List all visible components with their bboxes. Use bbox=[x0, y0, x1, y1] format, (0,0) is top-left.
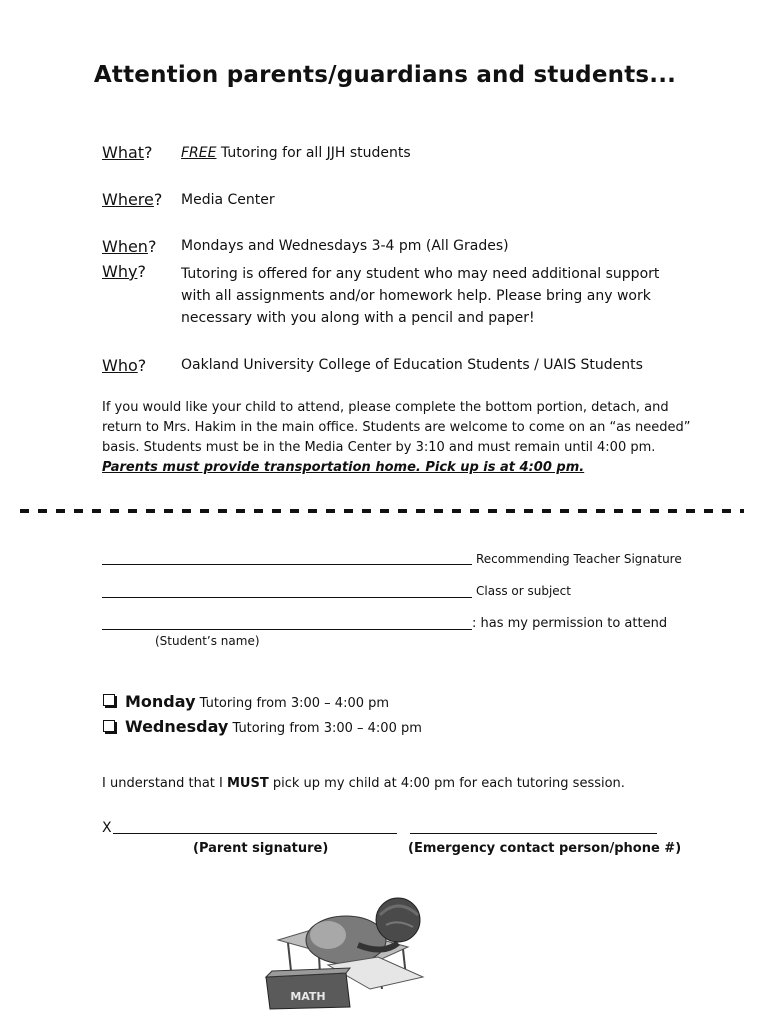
page-title: Attention parents/guardians and students... bbox=[93, 62, 677, 88]
emergency-contact-caption: (Emergency contact person/phone #) bbox=[408, 841, 682, 856]
why-value bbox=[181, 263, 659, 329]
pickup-acknowledgement: I understand that I MUST pick up my child at 4:00 pm for each tutoring session. bbox=[102, 776, 625, 791]
why-line: necessary with you along with a pencil and paper! bbox=[181, 310, 535, 326]
student-name-caption: (Student’s name) bbox=[155, 634, 260, 648]
who-label: Who? bbox=[102, 356, 147, 375]
x-mark: X bbox=[102, 820, 112, 836]
must-emphasis: MUST bbox=[227, 776, 269, 791]
where-value: Media Center bbox=[181, 192, 275, 208]
class-subject-line[interactable] bbox=[102, 597, 472, 598]
who-value: Oakland University College of Education Students / UAIS Students bbox=[181, 357, 643, 373]
instructions-paragraph: If you would like your child to attend, please complete the bottom portion, detach, and return to Mrs. Hakim in the main office. Students are welcome to come on an “as needed” basis. Students must be in the Media Center by 3:10 and must remain until 4:00 pm. Parents must provide transportation home. Pick up is at 4:00 pm. bbox=[102, 400, 691, 475]
teacher-signature-line[interactable] bbox=[102, 564, 472, 565]
emergency-contact-line[interactable] bbox=[410, 833, 657, 834]
math-book-label: MATH bbox=[290, 990, 326, 1003]
teacher-signature-label: Recommending Teacher Signature bbox=[476, 552, 682, 566]
student-name-line[interactable] bbox=[102, 629, 472, 630]
why-label: Why? bbox=[102, 262, 146, 281]
class-subject-label: Class or subject bbox=[476, 584, 571, 598]
student-with-math-book-clipart bbox=[258, 885, 458, 1010]
when-value: Mondays and Wednesdays 3-4 pm (All Grades) bbox=[181, 238, 509, 254]
monday-option: Monday Tutoring from 3:00 – 4:00 pm bbox=[125, 692, 390, 711]
why-line: Tutoring is offered for any student who may need additional support bbox=[181, 266, 660, 282]
cut-line bbox=[20, 509, 744, 513]
parent-signature-line[interactable] bbox=[113, 833, 397, 834]
where-label: Where? bbox=[102, 190, 163, 209]
why-line: with all assignments and/or homework help. Please bring any work bbox=[181, 288, 651, 304]
free-text: FREE bbox=[181, 145, 217, 161]
what-value: FREE Tutoring for all JJH students bbox=[181, 145, 411, 161]
what-label: What? bbox=[102, 143, 153, 162]
wednesday-label: Wednesday bbox=[125, 717, 229, 736]
wednesday-checkbox[interactable] bbox=[103, 720, 115, 732]
monday-label: Monday bbox=[125, 692, 196, 711]
monday-checkbox[interactable] bbox=[103, 694, 115, 706]
transportation-notice: Parents must provide transportation home. Pick up is at 4:00 pm. bbox=[102, 460, 585, 475]
parent-signature-caption: (Parent signature) bbox=[193, 841, 329, 856]
permission-label: : has my permission to attend bbox=[472, 616, 668, 631]
wednesday-option: Wednesday Tutoring from 3:00 – 4:00 pm bbox=[125, 717, 422, 736]
when-label: When? bbox=[102, 237, 157, 256]
